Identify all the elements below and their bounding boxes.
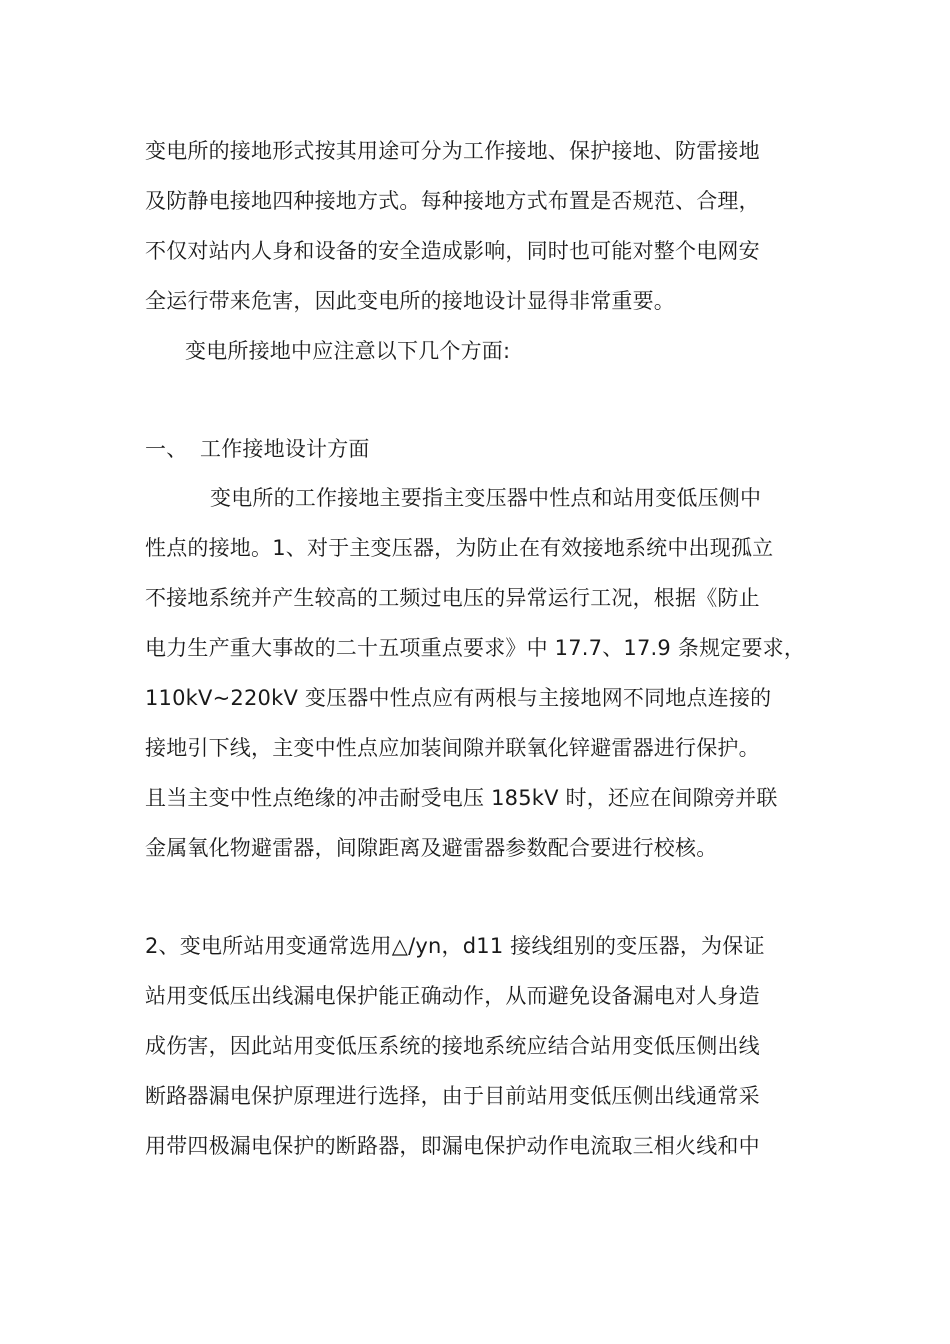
paragraph-line: 2、变电所站用变通常选用△/yn，d11 接线组别的变压器，为保证 [145, 934, 765, 958]
intro-line: 及防静电接地四种接地方式。每种接地方式布置是否规范、合理， [145, 189, 760, 213]
paragraph-line: 电力生产重大事故的二十五项重点要求》中 17.7、17.9 条规定要求， [145, 636, 806, 660]
paragraph-line: 成伤害，因此站用变低压系统的接地系统应结合站用变低压侧出线 [145, 1034, 760, 1058]
paragraph-line: 110kV~220kV 变压器中性点应有两根与主接地网不同地点连接的 [145, 686, 772, 710]
intro-line: 不仅对站内人身和设备的安全造成影响，同时也可能对整个电网安 [145, 239, 760, 263]
paragraph-line: 接地引下线，主变中性点应加装间隙并联氧化锌避雷器进行保护。 [145, 736, 760, 760]
paragraph-line: 变电所的工作接地主要指主变压器中性点和站用变低压侧中 [210, 486, 762, 510]
notice-line: 变电所接地中应注意以下几个方面: [185, 339, 511, 363]
paragraph-line: 金属氧化物避雷器，间隙距离及避雷器参数配合要进行校核。 [145, 836, 718, 860]
paragraph-line: 且当主变中性点绝缘的冲击耐受电压 185kV 时，还应在间隙旁并联 [145, 786, 778, 810]
paragraph-line: 不接地系统并产生较高的工频过电压的异常运行工况，根据《防止 [145, 586, 760, 610]
intro-line: 变电所的接地形式按其用途可分为工作接地、保护接地、防雷接地 [145, 139, 760, 163]
paragraph-line: 站用变低压出线漏电保护能正确动作，从而避免设备漏电对人身造 [145, 984, 760, 1008]
section-heading: 工作接地设计方面 [200, 437, 370, 461]
section-marker: 一、 [145, 437, 188, 461]
paragraph-line: 用带四极漏电保护的断路器，即漏电保护动作电流取三相火线和中 [145, 1134, 760, 1158]
paragraph-line: 断路器漏电保护原理进行选择，由于目前站用变低压侧出线通常采 [145, 1084, 760, 1108]
intro-line: 全运行带来危害，因此变电所的接地设计显得非常重要。 [145, 289, 675, 313]
paragraph-line: 性点的接地。1、对于主变压器，为防止在有效接地系统中出现孤立 [145, 536, 774, 560]
